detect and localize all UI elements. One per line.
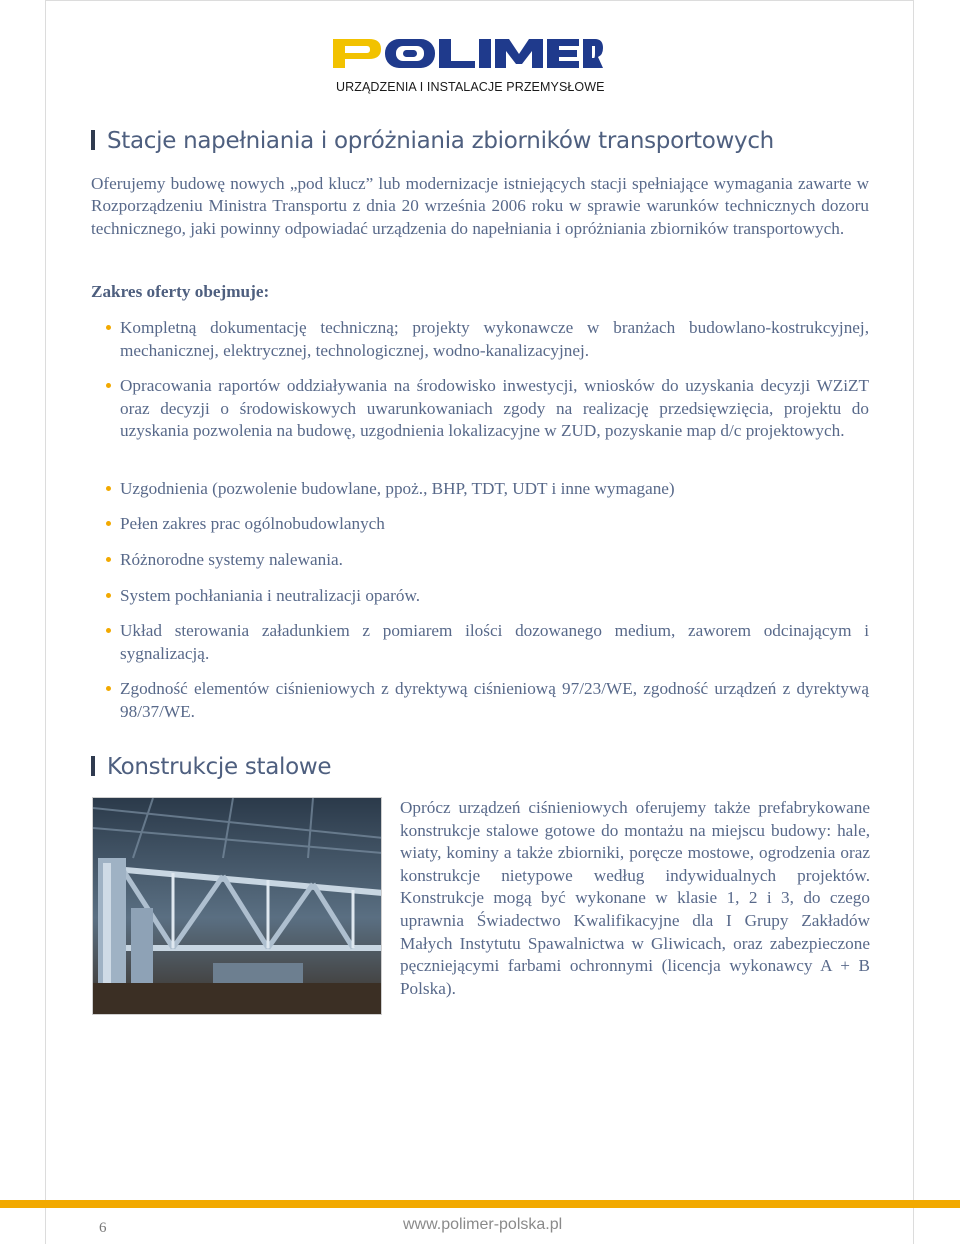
bullet-dot-icon — [106, 325, 111, 330]
list-item: Kompletną dokumentację techniczną; projekty wykonawcze w branżach budowlano-kostrukcyjnej, mechanicznej, elektrycznej, technologicznej, wodno-kanalizacyjnej. — [120, 317, 869, 362]
section-title-steel — [91, 754, 331, 780]
intro-paragraph: Oferujemy budowę nowych „pod klucz” lub modernizacje istniejących stacji spełniające wymagania zawarte w Rozporządzeniu Ministra Transportu z dnia 20 września 2006 roku w sprawie warunków technicznych dozoru technicznego, jaki powinny odpowiadać urządzenia do napełniania i opróżniania zbiorników transportowych. — [91, 174, 869, 238]
section-title-text: Stacje napełniania i opróżniania zbiorników transportowych — [107, 128, 774, 154]
list-item: Układ sterowania załadunkiem z pomiarem ilości dozowanego medium, zaworem odcinającym i sygnalizacją. — [120, 620, 869, 665]
steel-structures-text: Oprócz urządzeń ciśnieniowych oferujemy także prefabrykowane konstrukcje stalowe gotowe do montażu na miejscu budowy: hale, wiaty, kominy a także zbiorniki, poręcze mostowe, ogrodzenia oraz konstrukcje nietypowe według indywidualnych projektów. Konstrukcje mogą być wykonane w klasie 1, 2 i 3, do czego uprawnia Świadectwo Kwalifikacyjne dla I Grupy Zakładów Małych Instytutu Spawalnictwa w Gliwicach, oraz zabezpieczone pęczniejącymi farbami ochronnymi (licencja wykonawcy A + B Polska). — [400, 798, 870, 998]
bullet-dot-icon — [106, 593, 111, 598]
bullet-dot-icon — [106, 628, 111, 633]
bullet-dot-icon — [106, 557, 111, 562]
logo-subtitle: URZĄDZENIA I INSTALACJE PRZEMYSŁOWE — [336, 80, 605, 94]
page-number: 6 — [99, 1220, 107, 1236]
bullet-dot-icon — [106, 686, 111, 691]
list-item: Uzgodnienia (pozwolenie budowlane, ppoż., BHP, TDT, UDT i inne wymagane) — [120, 478, 869, 501]
list-item: System pochłaniania i neutralizacji oparów. — [120, 585, 869, 608]
steel-structure-photo — [92, 797, 382, 1015]
section-title-text: Konstrukcje stalowe — [107, 754, 332, 780]
scope-heading: Zakres oferty obejmuje: — [91, 282, 270, 301]
logo-wordmark — [333, 39, 603, 68]
title-bar-marker — [91, 130, 95, 150]
section-title-stations — [91, 128, 774, 154]
bullet-dot-icon — [106, 486, 111, 491]
list-item: Różnorodne systemy nalewania. — [120, 549, 869, 572]
bullet-dot-icon — [106, 521, 111, 526]
title-bar-marker — [91, 756, 95, 776]
list-item: Opracowania raportów oddziaływania na środowisko inwestycji, wniosków do uzyskania decyzji WZiZT oraz decyzji o środowiskowych uwarunkowaniach zgody na realizację przedsięwzięcia, projektu do uzyskania pozwolenia na budowę, uzgodnienia lokalizacyjne w ZUD, pozyskanie map d/c projektowych. — [120, 375, 869, 443]
list-item: Zgodność elementów ciśnieniowych z dyrektywą ciśnieniową 97/23/WE, zgodność urządzeń z dyrektywą 98/37/WE. — [120, 678, 869, 723]
footer-url-link[interactable]: www.polimer-polska.pl — [403, 1216, 563, 1233]
list-item: Pełen zakres prac ogólnobudowlanych — [120, 513, 869, 536]
bullet-dot-icon — [106, 383, 111, 388]
steel-structure-image — [93, 798, 382, 1015]
footer-accent-bar — [0, 1200, 960, 1208]
